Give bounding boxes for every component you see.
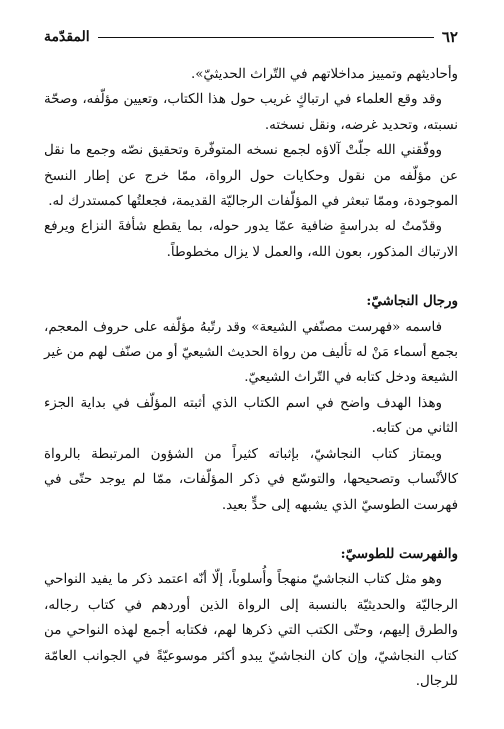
running-title: المقدّمة: [44, 29, 90, 45]
page-number: ٦٢: [441, 28, 458, 46]
paragraph: وقدّمتُ له بدراسةٍ ضافية عمّا يدور حوله، بما يقطع شأفةَ النزاع ويرفع الارتباك المذكور، بعون الله، والعمل لا يزال مخطوطاً.: [44, 219, 458, 260]
section-spacer: [44, 265, 458, 289]
paragraph: ويمتاز كتاب النجاشيّ، بإثباته كثيراً من الشؤون المرتبطة بالرواة كالأنْساب وتصحيحها، والتوسّع في ذكر المؤلّفات، ممّا لم يوجد حتّى في فهرست الطوسيّ الذي يشبهه إلى حدٍّ بعيد.: [44, 446, 458, 513]
paragraph: وهذا الهدف واضح في اسم الكتاب الذي أثبته المؤلّف في بداية الجزء الثاني من كتابه.: [44, 395, 458, 437]
section-spacer: [44, 518, 458, 542]
paragraph: ووفّقني الله جلّتْ آلاؤه لجمع نسخه المتوفّرة وتحقيق نصّه وجمع ما نقل عن مؤلّفه من نقول وحكايات حول الرواة، ممّا خرج عن إطار النسخ الموجودة، وممّا تبعثر في المؤلّفات الرجاليّة القديمة، فجعلتُها كمستدرك له.: [44, 143, 458, 210]
paragraph: وهو مثل كتاب النجاشيّ منهجاً وأُسلوباً، إلّا أنّه اعتمد ذكر ما يفيد النواحي الرجاليّة والحديثيّة بالنسبة إلى الرواة الذين أوردهم في كتاب رجاله، والطرق إليهم، وحتّى الكتب التي ذكرها لهم، فكتابه أجمع لهذه النواحي من كتاب النجاشيّ، وإن كان النجاشيّ يبدو أكثر موسوعيّةً في الجوانب العامّة للرجال.: [44, 572, 458, 689]
page-body: [44, 62, 458, 694]
page-header: [44, 26, 458, 48]
tusi-heading: والفهرست للطوسيّ:: [340, 545, 458, 562]
paragraph: وأحاديثهم وتمييز مداخلاتهم في التّراث الحديثيّ».: [190, 67, 458, 82]
paragraph: فاسمه «فهرست مصنّفي الشيعة» وقد رتّبهُ مؤلّفه على حروف المعجم، بجمع أسماء مَنْ له تأليف من رواة الحديث الشيعيّ أو من صنّف لهم من غير الشيعة ودخل كتابه في التّراث الشيعيّ.: [44, 319, 458, 386]
paragraph: وقد وقع العلماء في ارتباكٍ غريب حول هذا الكتاب، وتعيين مؤلّفه، وصحّة نسبته، وتحديد غرضه، ونقل نسخته.: [44, 92, 458, 133]
header-rule: [98, 37, 434, 38]
najashi-heading: ورجال النجاشيّ:: [366, 293, 458, 310]
